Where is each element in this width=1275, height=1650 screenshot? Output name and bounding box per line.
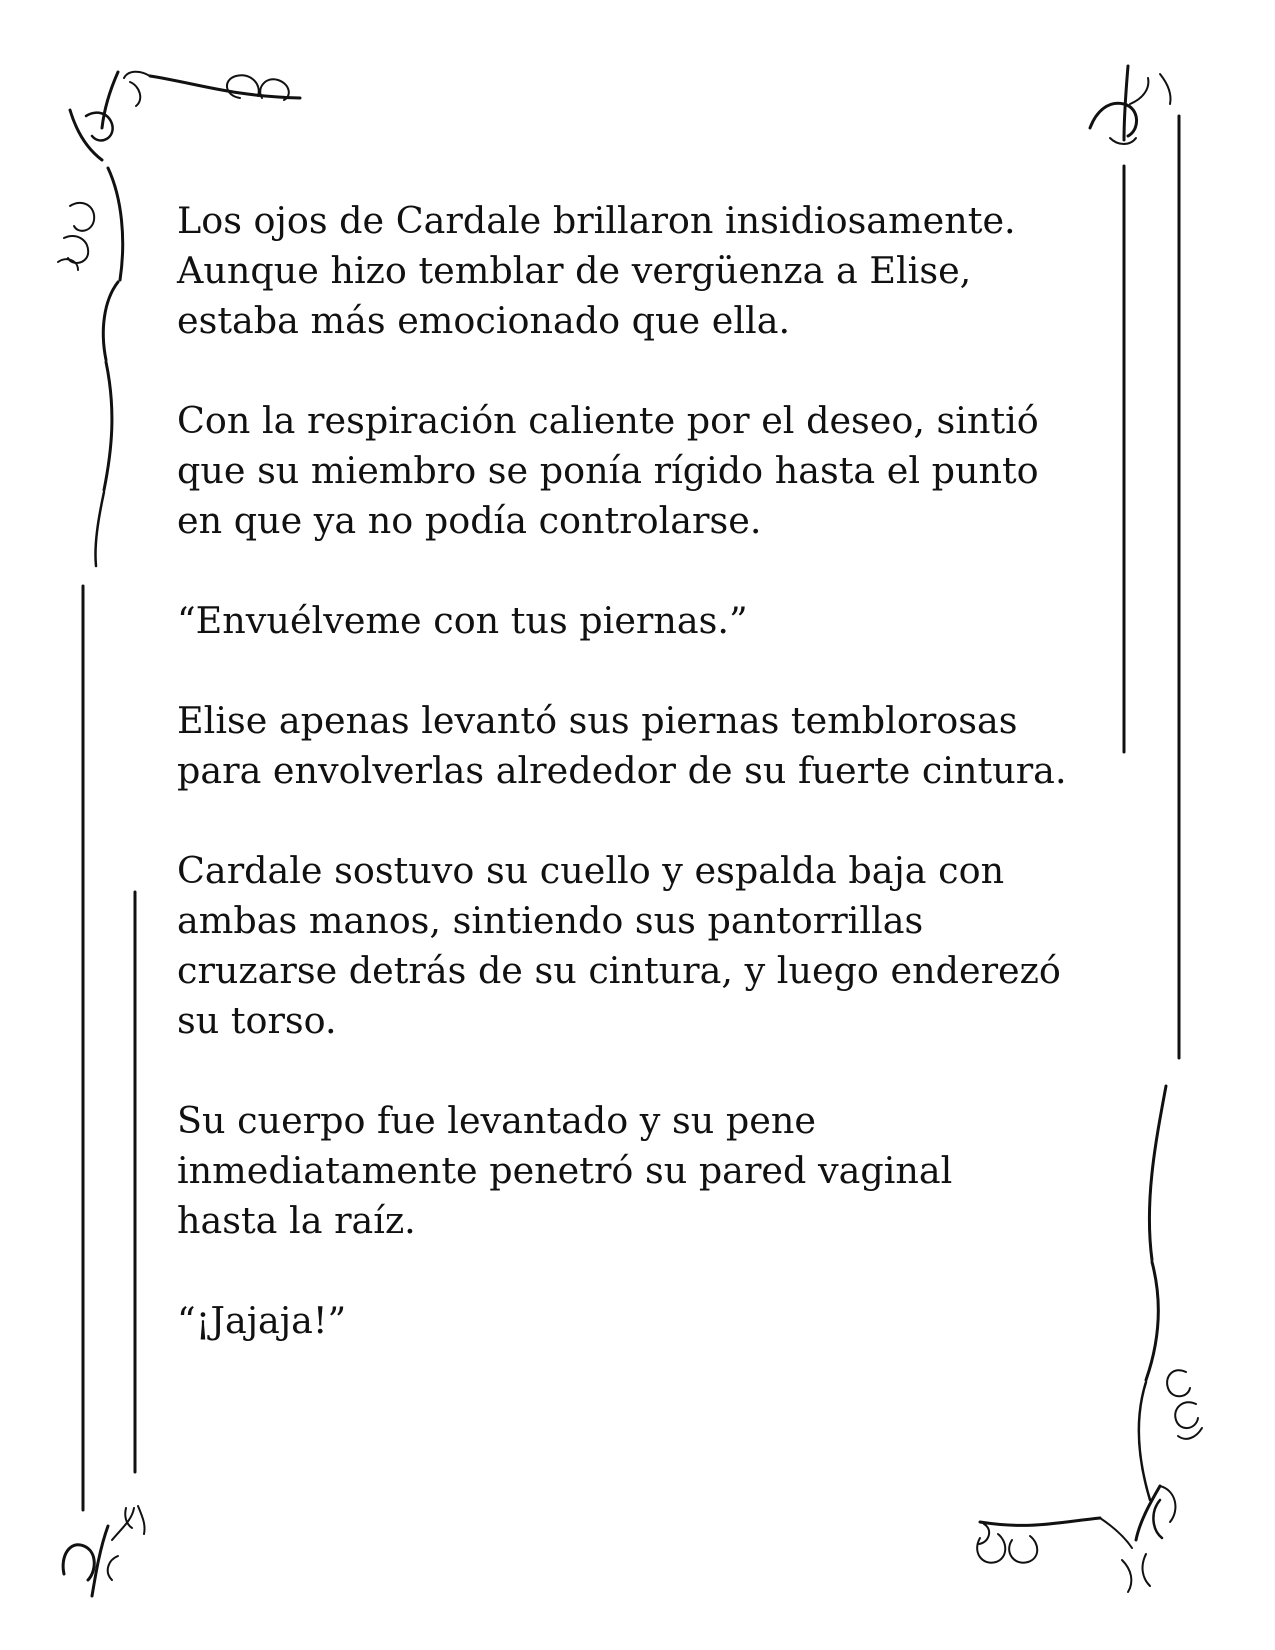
- bottom-left-flourish-icon: [63, 1506, 144, 1596]
- top-right-flourish-icon: [1090, 66, 1171, 144]
- story-text: [177, 196, 1117, 1396]
- paragraph-7: “¡Jajaja!”: [177, 1299, 347, 1342]
- paragraph-3: “Envuélveme con tus piernas.”: [177, 599, 748, 642]
- paragraph-2: Con la respiración caliente por el deseo, sintió que su miembro se ponía rígido hasta el punto en que ya no podía controlarse.: [177, 399, 1039, 542]
- paragraph-6: Su cuerpo fue levantado y su pene inmediatamente penetró su pared vaginal hasta la raíz.: [177, 1099, 953, 1242]
- paragraph-5: Cardale sostuvo su cuello y espalda baja con ambas manos, sintiendo sus pantorrillas cruzarse detrás de su cintura, y luego enderezó su torso.: [177, 849, 1061, 1042]
- paragraph-1: Los ojos de Cardale brillaron insidiosamente. Aunque hizo temblar de vergüenza a Elise, estaba más emocionado que ella.: [177, 199, 1016, 342]
- paragraph-4: Elise apenas levantó sus piernas temblorosas para envolverlas alrededor de su fuerte cintura.: [177, 699, 1067, 792]
